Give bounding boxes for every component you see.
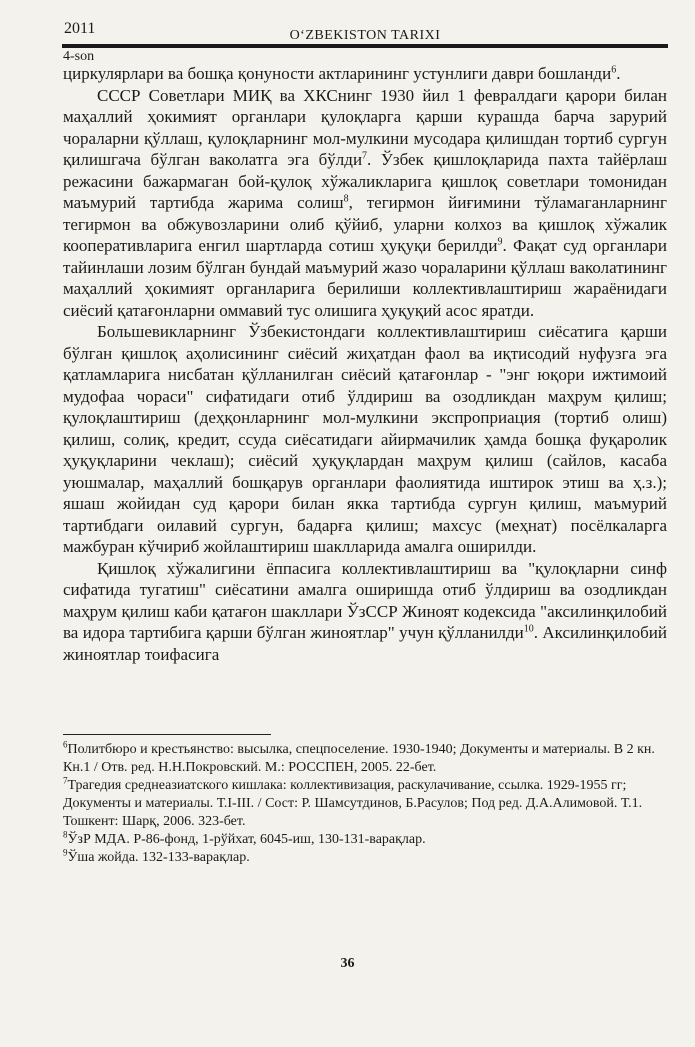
footnote-ref-8: 8 <box>343 193 349 205</box>
paragraph-4 <box>63 558 667 666</box>
main-text <box>63 63 667 665</box>
paragraph-3: Большевикларнинг Ўзбекистондаги коллективлаштириш сиёсатига қарши бўлган қишлоқ аҳолисининг сиёсий жиҳатдан фаол ва иқтисодий нуфузга эга қатламларига нисбатан қўлланилган сиёсий қатағонлар - "энг юқори ижтимоий мудофаа чораси" сифатидаги отиб ўлдириш ва озодликдан маҳрум қилиш; қулоқлаштириш (деҳқонларнинг мол-мулкини экспроприация (тортиб олиш) қилиш, солиқ, кредит, ссуда сиёсатидаги айирмачилик ҳамда бошқа фуқаролик ҳуқуқларини чеклаш); сиёсий ҳуқуқлардан маҳрум қилиш (сайлов, касаба уюшмалар, маҳаллий бошқарув органлари фаолиятида иштирок этиш ва ҳ.з.); яшаш жойидан суд қарори билан якка тартибда сургун қилиш, маъмурий тартибдаги оилавий сургун, бадарға қилиш; махсус (меҳнат) посёлкаларга мажбуран кўчириб жойлаштириш шаклларида амалга оширилди. <box>63 322 667 556</box>
header-rule <box>62 44 668 48</box>
footnote-ref-9: 9 <box>497 236 503 248</box>
footnote-ref-10: 10 <box>523 623 534 635</box>
footnote-8 <box>63 831 667 849</box>
paragraph-2-part-a: СССР Советлари МИҚ ва ХКСнинг 1930 йил 1 февралдаги қарори билан маҳаллий ҳокимият органлари қулоқларга қарши курашда барча зарурий чораларни қўллаш, қулоқларнинг мол-мулкини мусодара қилишдан тортиб сургун қилишгача бўлган ваколатга эга бўлди <box>63 85 667 169</box>
footnotes <box>63 741 667 867</box>
footnote-separator <box>63 734 271 735</box>
footnote-7 <box>63 777 667 831</box>
footnote-7-text: Трагедия среднеазиатского кишлака: коллективизация, раскулачивание, ссылка. 1929-1955 гг; Документы и материалы. Т.І-ІІІ. / Сост: Р. Шамсутдинов, Б.Расулов; Под ред. Д.А.Алимовой. Т.1. Тошкент: Шарқ, 2006. 323-бет. <box>63 778 643 829</box>
footnote-ref-6: 6 <box>611 64 617 76</box>
running-header <box>64 20 666 46</box>
paragraph-2-part-d: . Фақат суд органлари тайинлаши лозим бўлган бундай маъмурий жазо чораларини қўллаш ваколатининг маҳаллий ҳокимият органларига берилиши коллективлаштириш жараёнидаги сиёсий қатағонларни оммавий тус олишига ҳуқуқий асос яратди. <box>63 236 667 320</box>
paragraph-1-end: . <box>616 64 621 83</box>
issue-number: 4-son <box>63 49 95 64</box>
paragraph-2 <box>63 85 667 322</box>
footnote-9-text: Ўша жойда. 132-133-варақлар. <box>67 850 250 865</box>
page-number: 36 <box>340 956 355 971</box>
footnote-6 <box>63 741 667 777</box>
paragraph-4-part-b: . Аксилинқилобий жиноятлар тоифасига <box>63 623 667 664</box>
header-year: 2011 <box>64 20 96 37</box>
footnote-6-text: Политбюро и крестьянство: высылка, спецпоселение. 1930-1940; Документы и материалы. В 2 кн. Кн.1 / Отв. ред. Н.Н.Покровский. М.: РОССПЕН, 2005. 22-бет. <box>63 742 655 775</box>
footnote-ref-7: 7 <box>362 150 368 162</box>
paragraph-4-part-a: Қишлоқ хўжалигини ёппасига коллективлаштириш ва "қулоқларни синф сифатида тугатиш" сиёсатини амалга оширишда отиб ўлдириш ва озодликдан маҳрум қилиш каби қатағон шакллари ЎзССР Жиноят кодексида "аксилинқилобий ва идора тартибига қарши бўлган жиноятлар" учун қўлланилди <box>63 558 667 642</box>
paragraph-2-part-c: , тегирмон йиғимини тўламаганларнинг тегирмон ва обжувозларини олиб қўйиб, уларни колхоз ва қишлоқ хўжалик кооперативларига енгил шартларда сотиш ҳуқуқи берилди <box>63 193 668 255</box>
footnote-7-number: 7 <box>63 775 68 786</box>
journal-title: O‘ZBEKISTON TARIXI <box>289 28 441 43</box>
paragraph-2-part-b: . Ўзбек қишлоқларида пахта тайёрлаш режасини бажармаган бой-қулоқ хўжаликларига қишлоқ советлари томонидан маъмурий тартибда жарима солиш <box>63 150 667 212</box>
footnote-9-number: 9 <box>63 847 68 858</box>
footnote-6-number: 6 <box>63 739 68 750</box>
footnote-8-text: ЎзР МДА. Р-86-фонд, 1-рўйхат, 6045-иш, 130-131-варақлар. <box>67 832 426 847</box>
footnote-8-number: 8 <box>63 829 68 840</box>
paragraph-1-text: циркулярлари ва бошқа қонуности актларининг устунлиги даври бошланди <box>63 64 612 83</box>
footnote-9 <box>63 849 667 867</box>
paragraph-1 <box>63 63 667 85</box>
